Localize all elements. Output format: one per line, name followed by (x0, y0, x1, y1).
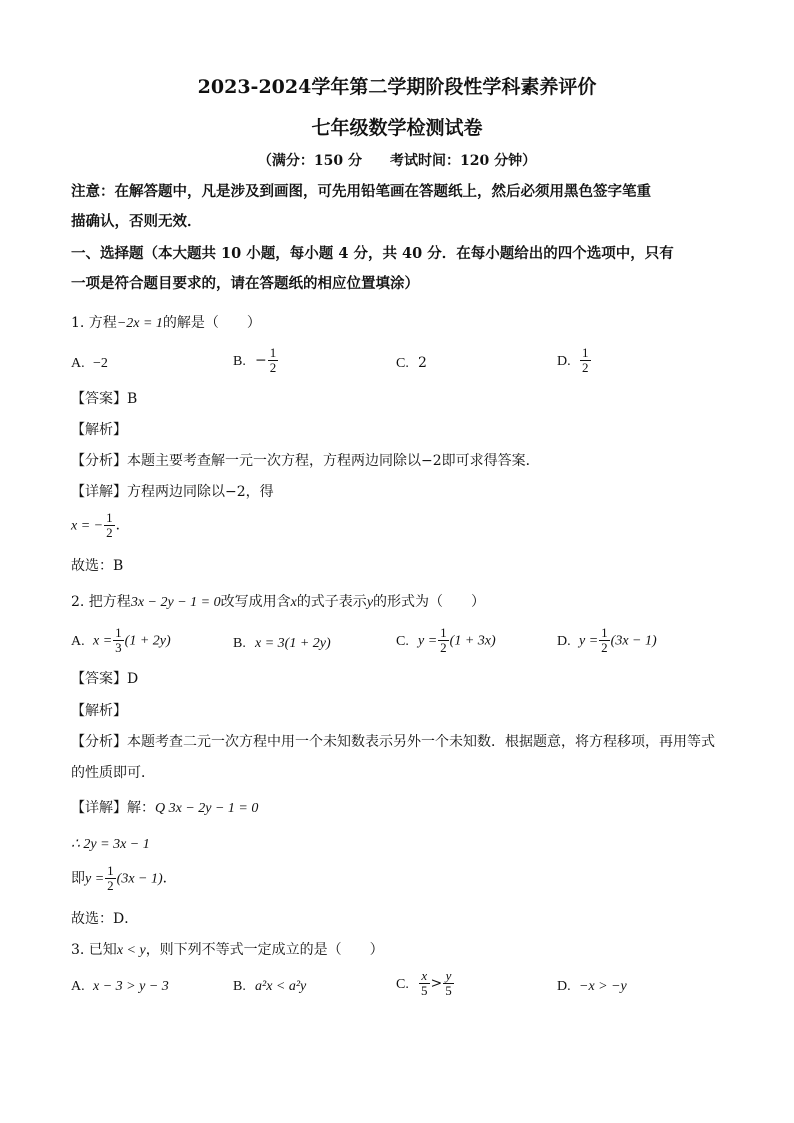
q2-option-b (233, 634, 331, 653)
option-value: x − 3 > y − 3 (93, 979, 169, 994)
q1-option-a (71, 354, 108, 373)
option-rhs: (3x − 1) (610, 633, 657, 649)
fraction-numerator: 1 (440, 625, 447, 640)
q2-option-a (71, 626, 171, 655)
q1-number: 1. 方程 (71, 315, 117, 331)
because-step: Q 3x − 2y − 1 = 0 (155, 801, 259, 816)
q2-text: 的式子表示 (296, 594, 367, 610)
answer-tag: 【答案】 (71, 671, 127, 687)
q1-detail (71, 483, 274, 501)
answer-value: D (127, 671, 139, 687)
result-rhs: (3x − 1) (116, 871, 163, 887)
option-rhs: (1 + 3x) (449, 633, 496, 649)
option-value: −2 (93, 356, 108, 371)
result-prefix: 即 (71, 870, 85, 887)
q2-option-d (557, 626, 657, 655)
q1-option-b (233, 346, 279, 375)
result-fraction (105, 864, 116, 893)
fenxi-text: 本题主要考查解一元一次方程，方程两边同除以−2即可求得答案． (127, 453, 540, 469)
option-label: B. (233, 636, 246, 651)
option-label: D. (557, 979, 571, 994)
fraction-numerator: 1 (115, 625, 122, 640)
fraction-denominator: 2 (107, 878, 114, 893)
solution-end: ． (115, 517, 130, 534)
q2-option-c (396, 626, 496, 655)
q3-option-a (71, 977, 169, 996)
q2-variable-y: y (366, 595, 374, 610)
q2-fenxi-line-1 (71, 733, 715, 751)
detail-prefix: 解： (127, 800, 155, 816)
exam-subtitle: 七年级数学检测试卷 (311, 117, 483, 139)
option-value: a²x < a²y (255, 979, 307, 994)
fraction-denominator: 2 (440, 640, 447, 655)
q3-number: 3. 已知 (71, 942, 117, 958)
fenxi-text: 本题考查二元一次方程中用一个未知数表示另外一个未知数．根据题意，将方程移项，再用等式 (127, 734, 715, 750)
option-operator: > (430, 975, 443, 992)
q2-fenxi-line-2: 的性质即可． (71, 765, 155, 781)
q2-tail: 的形式为（ ） (373, 594, 486, 610)
option-label: C. (396, 633, 409, 649)
q2-choose: 故选：D． (71, 911, 139, 927)
option-label: B. (233, 979, 246, 994)
option-fraction (419, 969, 430, 998)
q2-variable-x: x (290, 595, 297, 610)
option-label: D. (557, 633, 571, 649)
answer-tag: 【答案】 (71, 391, 127, 407)
fraction-numerator: 1 (106, 510, 113, 525)
option-sign: − (255, 352, 267, 369)
option-label: B. (233, 353, 246, 369)
q2-text: 改写成用含 (220, 594, 291, 610)
question-1-stem (71, 314, 261, 333)
answer-value: B (127, 391, 138, 407)
q1-tail: 的解是（ ） (162, 315, 261, 331)
q2-detail (71, 799, 258, 818)
fraction-denominator: 3 (115, 640, 122, 655)
fraction-numerator: 1 (107, 863, 114, 878)
option-rhs: (1 + 2y) (124, 633, 171, 649)
fraction-denominator: 2 (601, 640, 608, 655)
fraction-numerator: 1 (601, 625, 608, 640)
q1-choose: 故选：B (71, 558, 124, 574)
q1-option-d (557, 346, 592, 375)
option-fraction (599, 626, 610, 655)
notice-line-1: 注意：在解答题中，凡是涉及到画图，可先用铅笔画在答题纸上，然后必须用黑色签字笔重 (71, 183, 651, 200)
q2-answer (71, 670, 138, 688)
option-fraction (268, 346, 279, 375)
section-heading-line-1: 一、选择题（本大题共 10 小题，每小题 4 分，共 40 分．在每小题给出的四个选项中，只有 (71, 245, 674, 262)
option-label: C. (396, 976, 409, 992)
detail-text: 方程两边同除以−2，得 (127, 484, 274, 500)
notice-line-2: 描确认，否则无效． (71, 213, 202, 230)
section-heading-line-2: 一项是符合题目要求的，请在答题纸的相应位置填涂） (71, 275, 419, 292)
fraction-numerator: y (443, 969, 454, 984)
option-lhs: x = (93, 633, 113, 649)
q3-condition: x < y (116, 943, 146, 958)
q3-tail: ，则下列不等式一定成立的是（ ） (145, 942, 384, 958)
solution-lhs: x = − (71, 518, 104, 534)
option-fraction (443, 969, 454, 998)
q2-equation: 3x − 2y − 1 = 0 (130, 595, 221, 610)
result-end: ． (162, 870, 177, 887)
therefore-step: ∴ 2y = 3x − 1 (71, 837, 150, 852)
option-label: D. (557, 353, 571, 369)
option-fraction (580, 346, 591, 375)
q1-equation: −2x = 1 (116, 316, 163, 331)
q2-therefore-step (71, 835, 150, 854)
option-label: A. (71, 356, 85, 371)
fraction-denominator: 5 (445, 983, 452, 998)
option-fraction (438, 626, 449, 655)
q3-option-d (557, 977, 627, 996)
solution-fraction (104, 511, 115, 540)
q1-answer (71, 390, 137, 408)
fraction-denominator: 5 (421, 983, 428, 998)
detail-tag: 【详解】 (71, 484, 127, 500)
option-value: 2 (418, 355, 427, 371)
exam-title: 2023-2024学年第二学期阶段性学科素养评价 (197, 76, 597, 98)
option-fraction (113, 626, 124, 655)
fraction-denominator: 2 (106, 525, 113, 540)
option-label: A. (71, 633, 85, 649)
question-3-stem (71, 941, 384, 960)
option-lhs: y = (418, 633, 438, 649)
fraction-numerator: 1 (269, 345, 277, 360)
fenxi-tag: 【分析】 (71, 734, 127, 750)
q1-option-c (396, 354, 427, 373)
fraction-numerator: 1 (582, 345, 589, 360)
q3-option-b (233, 977, 306, 996)
option-lhs: y = (579, 633, 599, 649)
q3-option-c (396, 969, 455, 998)
q2-number: 2. 把方程 (71, 594, 131, 610)
result-lhs: y = (85, 871, 105, 887)
option-value: x = 3(1 + 2y) (255, 636, 331, 651)
fraction-denominator: 2 (269, 360, 277, 375)
fraction-numerator: x (419, 969, 430, 984)
exam-meta: （满分：150 分 考试时间：120 分钟） (257, 153, 537, 169)
question-2-stem (71, 593, 485, 612)
q2-analysis-tag: 【解析】 (71, 703, 127, 719)
q1-fenxi (71, 452, 540, 470)
option-label: A. (71, 979, 85, 994)
q1-analysis-tag: 【解析】 (71, 422, 127, 438)
fraction-denominator: 2 (582, 360, 589, 375)
q2-result (71, 864, 177, 893)
detail-tag: 【详解】 (71, 800, 127, 816)
q1-solution (71, 511, 130, 540)
fenxi-tag: 【分析】 (71, 453, 127, 469)
option-label: C. (396, 356, 409, 371)
option-value: −x > −y (579, 979, 627, 994)
